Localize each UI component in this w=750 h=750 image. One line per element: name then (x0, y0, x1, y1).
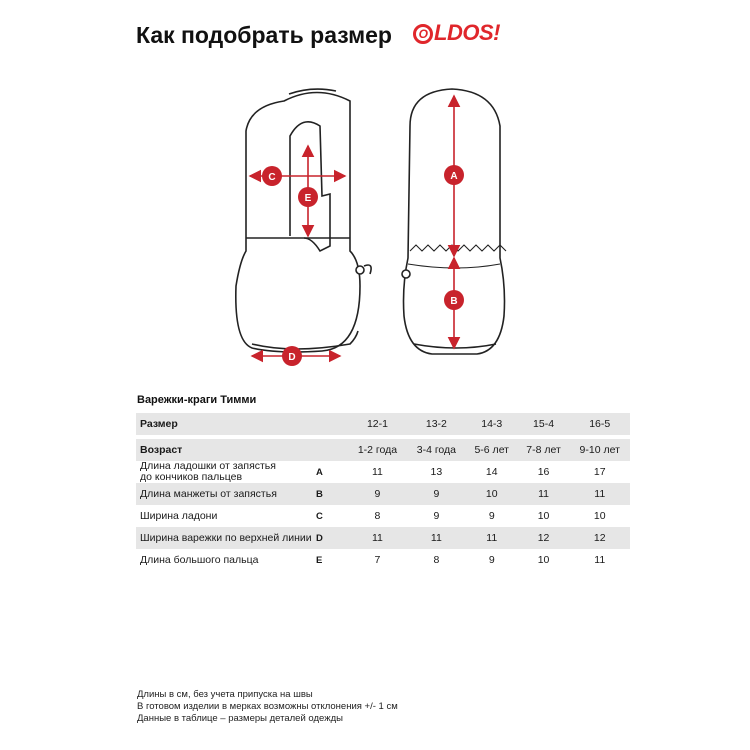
row-value: 11 (372, 466, 383, 478)
row-code: E (316, 554, 323, 566)
row-value: 10 (466, 483, 518, 505)
row-name: Длина большого пальца (140, 553, 259, 566)
row-value: 11 (348, 527, 407, 549)
page-title: Как подобрать размер (136, 22, 392, 48)
row-value: 11 (466, 527, 518, 549)
row-value: 8 (374, 510, 381, 522)
mitten-diagram (232, 86, 532, 376)
row-value: 13 (430, 466, 443, 478)
label-e: E (304, 193, 312, 204)
age-value: 5-6 лет (466, 439, 518, 461)
size-value: 14-3 (466, 413, 518, 435)
brand-logo-o: O (413, 24, 433, 44)
table-header-ages (136, 439, 630, 461)
row-value: 7 (374, 554, 381, 566)
row-value: 10 (593, 510, 606, 522)
table-row (136, 527, 630, 549)
size-value: 12-1 (348, 413, 407, 435)
row-name (136, 461, 316, 483)
footnote: Длины в см, без учета припуска на швы (137, 689, 313, 700)
row-value: 9 (348, 483, 407, 505)
age-value: 3-4 года (407, 439, 466, 461)
age-label: Возраст (136, 439, 316, 461)
footnotes (137, 689, 398, 725)
table-row (136, 505, 630, 527)
table-row (136, 549, 630, 571)
row-name: Ширина варежки по верхней линии (136, 527, 316, 549)
row-code: A (316, 466, 323, 478)
product-name: Варежки-краги Тимми (137, 394, 257, 406)
label-d: D (288, 352, 296, 363)
row-code: D (316, 527, 348, 549)
age-value: 9-10 лет (569, 439, 630, 461)
brand-logo (413, 20, 500, 46)
row-code: C (316, 510, 323, 522)
row-code: B (316, 483, 348, 505)
row-value: 12 (569, 527, 630, 549)
row-value: 16 (537, 466, 550, 478)
row-value: 10 (537, 510, 550, 522)
row-name: Длина манжеты от запястья (136, 483, 316, 505)
size-value: 15-4 (518, 413, 570, 435)
row-name-line: Длина ладошки от запястья (140, 460, 276, 472)
size-label: Размер (136, 413, 316, 435)
size-value: 13-2 (407, 413, 466, 435)
row-value: 11 (594, 554, 606, 566)
row-value: 11 (518, 483, 570, 505)
label-c: C (268, 172, 276, 183)
row-value: 11 (407, 527, 466, 549)
mitten-front-outline (236, 89, 371, 352)
age-value: 1-2 года (348, 439, 407, 461)
footnote: В готовом изделии в мерках возможны отклонения +/- 1 см (137, 701, 398, 712)
row-value: 9 (488, 554, 495, 566)
row-value: 12 (518, 527, 570, 549)
table-row (136, 461, 630, 483)
row-value: 9 (488, 510, 495, 522)
row-name: Ширина ладони (140, 509, 218, 522)
row-value: 9 (433, 510, 440, 522)
row-name-line: до кончиков пальцев (140, 471, 243, 483)
footnote: Данные в таблице – размеры деталей одежды (137, 713, 343, 724)
label-a: A (450, 171, 458, 182)
row-value: 9 (407, 483, 466, 505)
row-value: 11 (569, 483, 630, 505)
size-table (136, 413, 630, 571)
brand-logo-text: LDOS! (434, 20, 500, 45)
row-value: 14 (485, 466, 498, 478)
table-row (136, 483, 630, 505)
row-value: 17 (593, 466, 606, 478)
row-value: 10 (537, 554, 550, 566)
table-header-sizes (136, 413, 630, 435)
row-value: 8 (433, 554, 440, 566)
age-value: 7-8 лет (518, 439, 570, 461)
label-b: B (450, 296, 458, 307)
size-value: 16-5 (569, 413, 630, 435)
